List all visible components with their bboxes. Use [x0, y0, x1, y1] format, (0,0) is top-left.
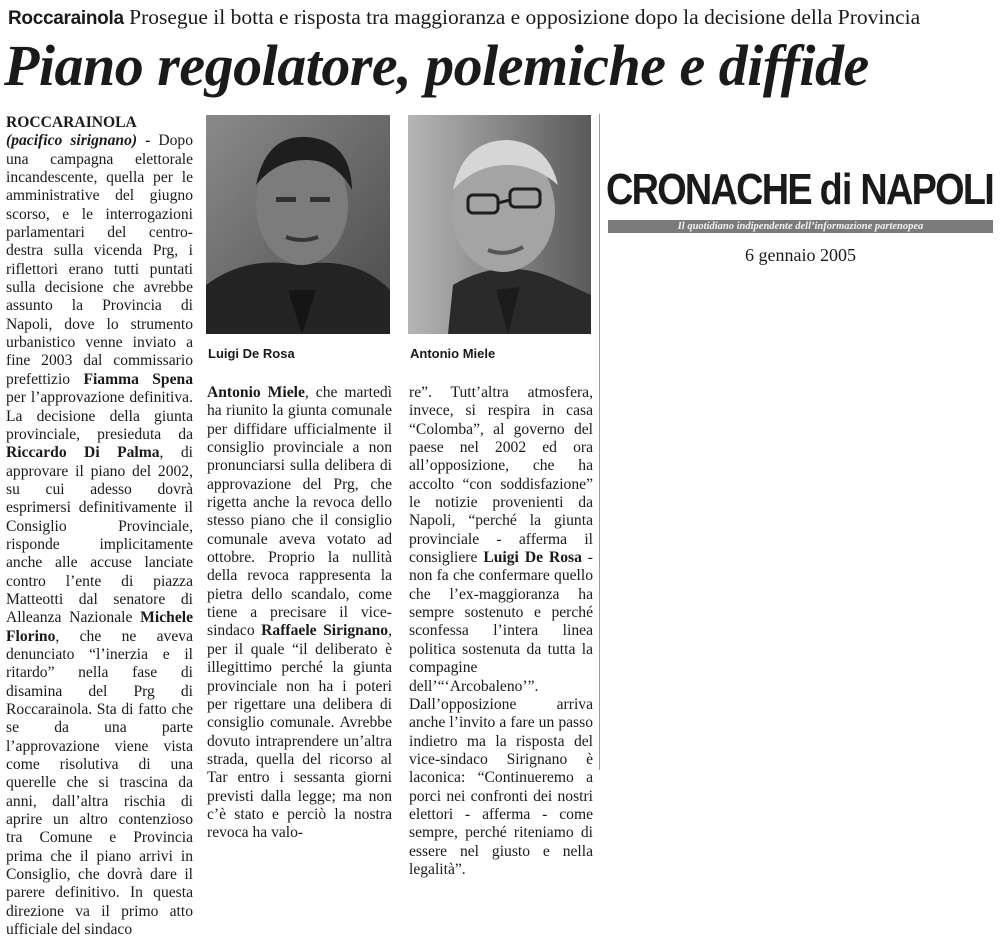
portrait-image [206, 115, 390, 334]
article-text-run: Riccardo Di Palma [6, 444, 160, 462]
article-paragraph [6, 114, 193, 939]
kicker-text: Prosegue il botta e risposta tra maggioranza e opposizione dopo la decisione della Provincia [129, 5, 921, 29]
article-text-run: Michele Florino [6, 609, 193, 645]
article-paragraph [207, 384, 392, 843]
article-text-run: Raffaele Sirignano [261, 622, 389, 640]
masthead-word: NAPOLI [860, 165, 994, 214]
article-text-run: - [137, 132, 159, 150]
newspaper-masthead [606, 164, 994, 216]
article-text-run: , che martedì ha riunito la giunta comunale per diffidare ufficialmente il consiglio provinciale a non pronunciarsi sulla delibera di approvazione del Prg, che rigetta anche la revoca dello stesso piano che il consiglio comunale aveva votato ad ottobre. Proprio la nullità della revoca rappresenta la pietra dello scandalo, come tiene a precisare il vice-sindaco [207, 384, 392, 640]
masthead-tagline: Il quotidiano indipendente dell’informazione partenopea [608, 220, 993, 233]
photo-luigi-de-rosa [206, 115, 390, 334]
article-text-run: Fiamma Spena [83, 370, 193, 388]
article-column-3 [409, 384, 594, 878]
masthead-word: di [819, 165, 852, 214]
kicker-place: Roccarainola [8, 8, 124, 29]
article-text-run: - non fa che confermare quello che l’ex-maggioranza ha sempre sostenuto e perché sconfessa l’intera linea politica sostenuta da tutta la compagine dell’“‘Arcobaleno’”. Dall’opposizione arriva anche l’invito a fare un passo indietro ma la risposta del vice-sindaco Sirignano è laconica: “Continueremo a porci nei confronti dei nostri elettori - afferma - come sempre, perché riteniamo di essere nel giusto e nella legalità”. [409, 549, 594, 878]
publication-date: 6 gennaio 2005 [745, 245, 856, 265]
kicker-line [8, 4, 993, 32]
article-text-run: Dopo una campagna elettorale incandescente, quella per le amministrative del giugno scorso, e le interrogazioni parlamentari del centro-destra sulla vicenda Prg, i riflettori erano tutti puntati sulla decisione che avrebbe assunto la Provincia di Napoli, dove lo strumento urbanistico venne inviato a fine 2003 dal commissario prefettizio [6, 132, 193, 388]
article-column-1 [6, 114, 193, 939]
masthead-word: CRONACHE [606, 165, 811, 214]
article-paragraph [409, 384, 593, 879]
article-text-run: Luigi De Rosa [483, 549, 582, 567]
photo-antonio-miele [408, 115, 591, 334]
column-divider [599, 114, 600, 770]
photo-caption: Antonio Miele [410, 346, 496, 361]
article-text-run: , che ne aveva denunciato “l’inerzia e il ritardo” nella fase di disamina del Prg di Roccarainola. Sta di fatto che se da una parte l’approvazione viene vista come risolutiva di una querelle che si trascina da anni, dall’altra rischia di aprire un altro contenzioso tra Comune e Provincia prima che il piano arrivi in Consiglio, che dovrà dare il parere definitivo. In questa direzione va il primo atto ufficiale del sindaco [6, 627, 193, 939]
article-text-run: (pacifico sirignano) [6, 132, 138, 150]
article-text-run: per l’approvazione definitiva. La decisione della giunta provinciale, presieduta da [6, 389, 193, 443]
article-text-run: Antonio Miele [207, 384, 305, 401]
article-text-run: ROCCARAINOLA [6, 114, 137, 131]
article-text-run: re”. Tutt’altra atmosfera, invece, si respira in casa “Colomba”, al governo del paese nel 2002 ed ora all’opposizione, che ha accolto “con soddisfazione” le notizie provenienti da Napoli, “perché la giunta provinciale - afferma il consigliere [409, 384, 593, 567]
article-column-2 [207, 384, 392, 842]
headline: Piano regolatore, polemiche e diffide [4, 33, 869, 98]
article-text-run: , per il quale “il deliberato è illegittimo perché la giunta provinciale non ha i poteri per rigettare una delibera di consiglio comunale. Avrebbe dovuto intraprendere un’altra strada, quella del ricorso al Tar entro i sessanta giorni previsti dalla legge; ma non c’è stato e perciò la nostra revoca ha valo- [207, 622, 392, 842]
article-text-run: , di approvare il piano del 2002, su cui adesso dovrà esprimersi definitivamente il Consiglio Provinciale, risponde implicitamente anche alle accuse lanciate contro l’ente di piazza Matteotti dal senatore di Alleanza Nazionale [6, 444, 193, 627]
portrait-image [408, 115, 591, 334]
photo-caption: Luigi De Rosa [208, 346, 295, 361]
